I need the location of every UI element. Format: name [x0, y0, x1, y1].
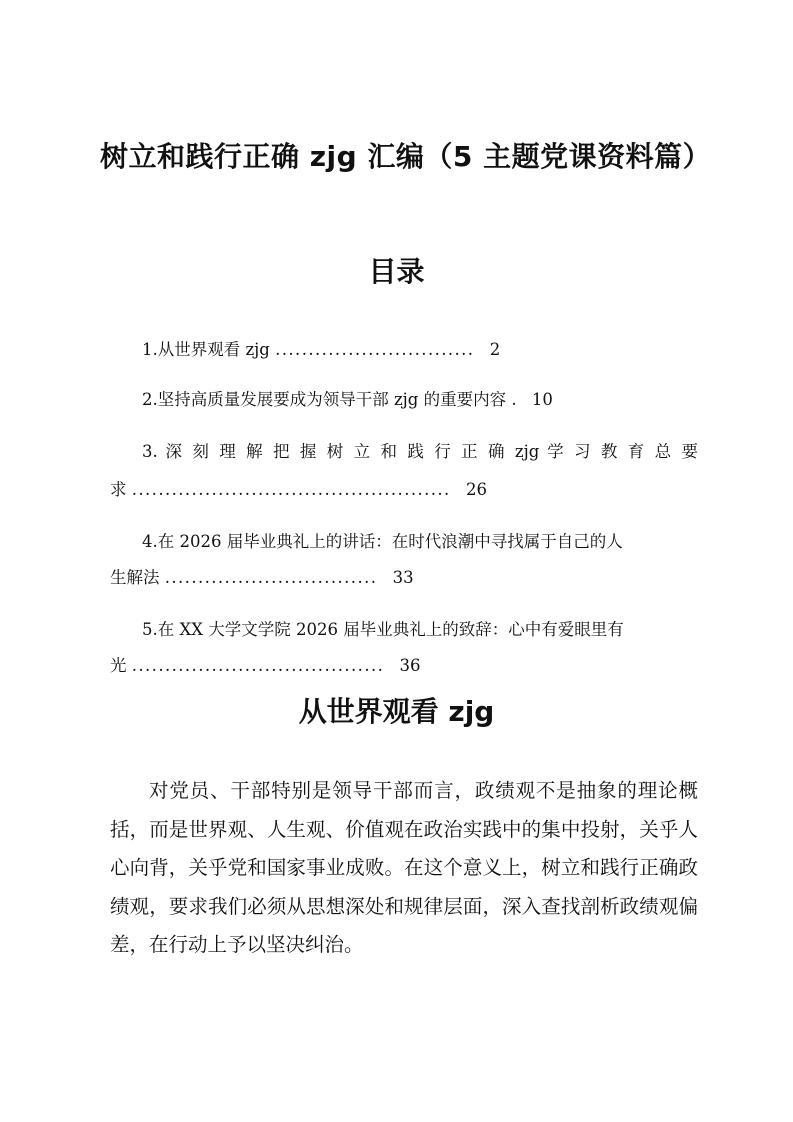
toc-entry-2[interactable]	[110, 380, 698, 420]
toc-page-number: 33	[392, 568, 414, 587]
toc-leader: ......................................	[131, 656, 385, 675]
toc-heading: 目录	[368, 255, 425, 288]
document-title: 树立和践行正确 zjg 汇编（5 主题党课资料篇）	[100, 140, 712, 173]
toc-entry-3-continued[interactable]	[110, 470, 698, 510]
toc-entry-title-continued: 生解法	[110, 568, 160, 587]
toc-entry-title: 5.在 XX 大学文学院 2026 届毕业典礼上的致辞：心中有爱眼里有	[142, 620, 624, 639]
toc-entry-5[interactable]	[110, 610, 698, 650]
toc-entry-3[interactable]	[110, 432, 698, 472]
toc-entry-title: 3. 深 刻 理 解 把 握 树 立 和 践 行 正 确 zjg 学 习 教 育 总 要	[142, 442, 698, 461]
toc-entry-title-continued: 光	[110, 656, 127, 675]
toc-page-number: 10	[531, 390, 553, 409]
toc-page-number: 2	[489, 340, 501, 359]
toc-leader: ..............................	[275, 340, 475, 359]
toc-leader: ................................................	[131, 480, 451, 499]
section-heading: 从世界观看 zjg	[298, 695, 495, 728]
toc-entry-title-continued: 求	[110, 480, 127, 499]
toc-page-number: 26	[465, 480, 487, 499]
toc-entry-4-continued[interactable]	[110, 558, 698, 598]
body-paragraph: 对党员、干部特别是领导干部而言，政绩观不是抽象的理论概括，而是世界观、人生观、价值观在政治实践中的集中投射，关乎人心向背，关乎党和国家事业成败。在这个意义上，树立和践行正确政绩观，要求我们必须从思想深处和规律层面，深入查找剖析政绩观偏差，在行动上予以坚决纠治。	[110, 779, 698, 956]
toc-entry-title: 2.坚持高质量发展要成为领导干部 zjg 的重要内容 .	[142, 390, 517, 409]
toc-entry-1[interactable]	[110, 330, 698, 370]
toc-leader: ................................	[164, 568, 378, 587]
toc-entry-5-continued[interactable]	[110, 646, 698, 686]
toc-entry-4[interactable]	[110, 522, 698, 562]
toc-entry-title: 4.在 2026 届毕业典礼上的讲话：在时代浪潮中寻找属于自己的人	[142, 532, 623, 551]
toc-page-number: 36	[399, 656, 421, 675]
toc-entry-title: 1.从世界观看 zjg	[142, 340, 270, 359]
